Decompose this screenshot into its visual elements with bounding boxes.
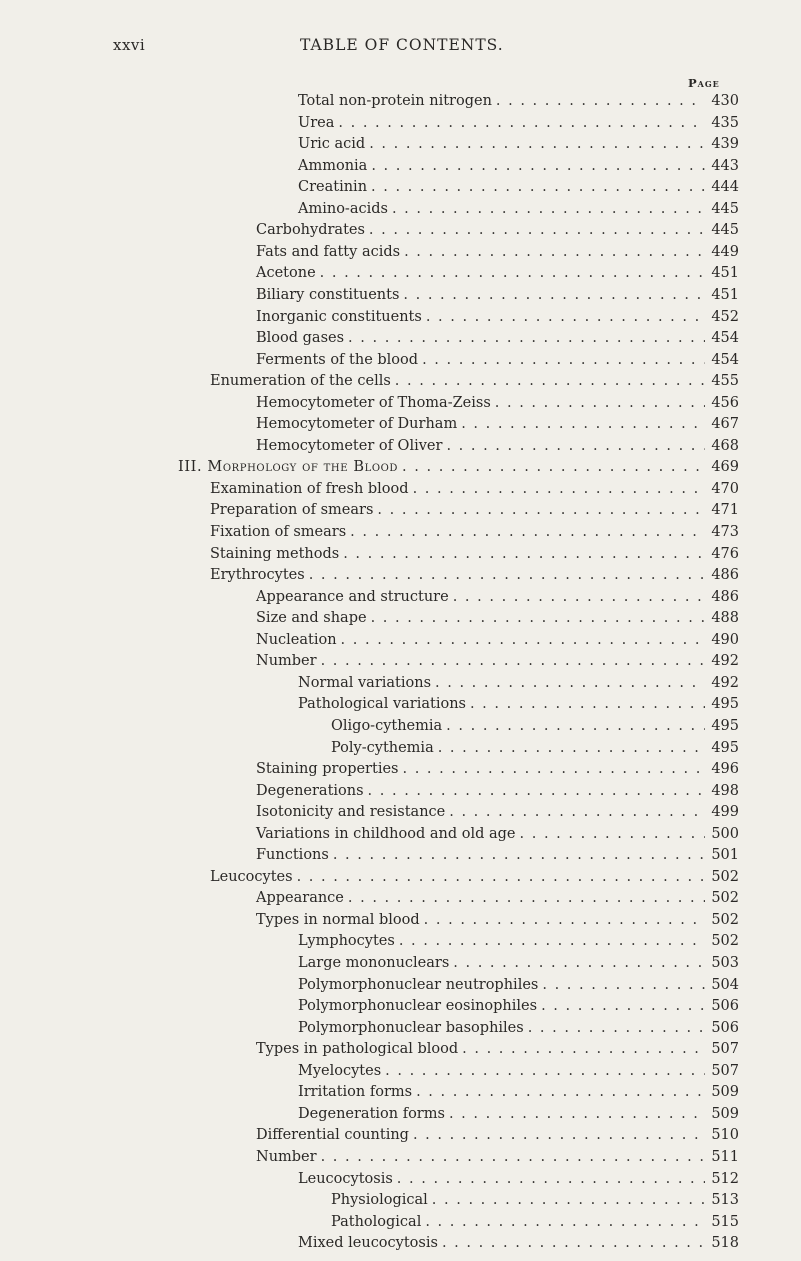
dot-leader bbox=[337, 629, 705, 651]
toc-entry-label: Preparation of smears bbox=[210, 502, 374, 519]
toc-entry-label: Appearance bbox=[256, 890, 344, 907]
toc-entry bbox=[256, 349, 739, 371]
toc-entry-label: Carbohydrates bbox=[256, 222, 365, 239]
toc-entry bbox=[298, 1103, 739, 1125]
toc-entry-label: Pathological variations bbox=[298, 696, 466, 713]
dot-leader bbox=[516, 823, 705, 845]
toc-entry-label: Fixation of smears bbox=[210, 524, 347, 540]
toc-entry-page: 456 bbox=[711, 394, 739, 411]
toc-entry-page: 502 bbox=[711, 868, 739, 885]
toc-entry bbox=[298, 672, 739, 694]
toc-entry-label: Oligo-cythemia bbox=[331, 717, 443, 734]
dot-leader bbox=[334, 112, 705, 134]
toc-entry-label: Hemocytometer of Thoma-Zeiss bbox=[256, 394, 491, 411]
dot-leader bbox=[399, 284, 705, 306]
toc-entry-label: Degeneration forms bbox=[298, 1105, 445, 1122]
toc-entry-label: Normal variations bbox=[298, 674, 432, 691]
toc-entry-page: 495 bbox=[711, 739, 739, 756]
toc-entry-page: 492 bbox=[711, 653, 739, 670]
dot-leader bbox=[421, 1211, 705, 1233]
toc-entry-page: 496 bbox=[711, 761, 739, 778]
toc-entry bbox=[256, 780, 739, 802]
dot-leader bbox=[466, 693, 705, 715]
toc-entry-page: 499 bbox=[711, 804, 739, 821]
toc-entry-label: Large mononuclears bbox=[298, 955, 450, 971]
toc-entry-page: 502 bbox=[711, 911, 739, 928]
toc-entry-page: 507 bbox=[711, 1041, 739, 1058]
dot-leader bbox=[367, 176, 705, 198]
dot-leader bbox=[428, 1189, 705, 1211]
dot-leader bbox=[373, 499, 705, 521]
toc-entry-label: Biliary constituents bbox=[256, 286, 400, 303]
dot-leader bbox=[364, 780, 705, 802]
toc-entry-page: 506 bbox=[711, 998, 739, 1015]
toc-entry-page: 445 bbox=[711, 222, 739, 239]
toc-entry-label: Appearance and structure bbox=[256, 588, 449, 605]
toc-entry-label: Variations in childhood and old age bbox=[256, 825, 516, 842]
toc-entry-label: Inorganic constituents bbox=[256, 308, 422, 325]
toc-entry bbox=[256, 327, 739, 349]
toc-entry bbox=[298, 155, 739, 177]
dot-leader bbox=[491, 392, 705, 414]
toc-entry-page: 439 bbox=[711, 136, 739, 153]
toc-entry-label: Differential counting bbox=[256, 1127, 409, 1144]
toc-entry-page: 454 bbox=[711, 351, 739, 368]
toc-entry-page: 498 bbox=[711, 782, 739, 799]
toc-entry-label: Uric acid bbox=[298, 136, 366, 153]
toc-entry bbox=[298, 198, 739, 220]
toc-entry-page: 444 bbox=[711, 179, 739, 196]
toc-entry bbox=[256, 758, 739, 780]
toc-entry-page: 467 bbox=[711, 416, 739, 433]
dot-leader bbox=[445, 1103, 705, 1125]
toc-entry-label: Types in pathological blood bbox=[256, 1041, 459, 1058]
toc-entry-label: Blood gases bbox=[256, 330, 345, 347]
dot-leader bbox=[365, 133, 705, 155]
toc-entry bbox=[298, 176, 739, 198]
toc-entry-page: 486 bbox=[711, 588, 739, 605]
dot-leader bbox=[393, 1168, 705, 1190]
toc-entry-page: 488 bbox=[711, 610, 739, 627]
toc-entry bbox=[298, 133, 739, 155]
dot-leader bbox=[434, 737, 705, 759]
toc-entry-page: 443 bbox=[711, 157, 739, 174]
toc-entry-label: Urea bbox=[298, 114, 335, 131]
toc-entry-page: 495 bbox=[711, 717, 739, 734]
toc-entry-page: 435 bbox=[711, 114, 739, 131]
toc-entry-label: Number bbox=[256, 653, 317, 670]
dot-leader bbox=[524, 1017, 705, 1039]
toc-entry-page: 512 bbox=[711, 1170, 739, 1187]
toc-entry bbox=[256, 262, 739, 284]
toc-entry bbox=[256, 1038, 739, 1060]
dot-leader bbox=[449, 952, 705, 974]
dot-leader bbox=[293, 866, 705, 888]
dot-leader bbox=[420, 909, 705, 931]
toc-entry-label: Leucocytes bbox=[210, 868, 293, 885]
toc-entry-page: 515 bbox=[711, 1213, 739, 1230]
toc-entry-label: Hemocytometer of Oliver bbox=[256, 437, 443, 454]
toc-entry bbox=[298, 1081, 739, 1103]
toc-entry bbox=[210, 543, 739, 565]
toc-entry-label: Fats and fatty acids bbox=[256, 243, 401, 260]
dot-leader bbox=[398, 456, 705, 478]
toc-entry-page: 451 bbox=[711, 265, 739, 282]
toc-entry bbox=[298, 112, 739, 134]
dot-leader bbox=[537, 995, 705, 1017]
toc-entry bbox=[256, 629, 739, 651]
dot-leader bbox=[422, 306, 705, 328]
dot-leader bbox=[409, 1124, 705, 1146]
toc-entry-page: 518 bbox=[711, 1235, 739, 1252]
dot-leader bbox=[457, 413, 705, 435]
toc-entry-page: 504 bbox=[711, 976, 739, 993]
toc-entry-label: Polymorphonuclear neutrophiles bbox=[298, 976, 539, 993]
toc-entry-label: Hemocytometer of Durham bbox=[256, 416, 458, 433]
toc-entry-label: Erythrocytes bbox=[210, 567, 305, 584]
toc-entry-page: 468 bbox=[711, 437, 739, 454]
toc-entry-label: Ammonia bbox=[298, 157, 368, 174]
toc-entry-page: 509 bbox=[711, 1105, 739, 1122]
toc-entry-label: Degenerations bbox=[256, 782, 364, 799]
toc-entry-page: 476 bbox=[711, 545, 739, 562]
toc-entry-page: 451 bbox=[711, 286, 739, 303]
toc-entry bbox=[210, 499, 739, 521]
toc-entry bbox=[256, 801, 739, 823]
toc-entry-page: 470 bbox=[711, 480, 739, 497]
dot-leader bbox=[538, 974, 705, 996]
toc-entry-page: 502 bbox=[711, 890, 739, 907]
toc-entry-label: Enumeration of the cells bbox=[210, 373, 391, 390]
toc-entry-page: 452 bbox=[711, 308, 739, 325]
toc-entry bbox=[298, 1232, 739, 1254]
toc-entry-label: Irritation forms bbox=[298, 1084, 413, 1101]
toc-entry-page: 430 bbox=[711, 93, 739, 109]
toc-entry-page: 507 bbox=[711, 1062, 739, 1079]
toc-entry-label: Staining methods bbox=[210, 545, 340, 562]
toc-entry-label: Leucocytosis bbox=[298, 1170, 393, 1187]
toc-entry bbox=[178, 456, 739, 478]
toc-entry-page: 492 bbox=[711, 674, 739, 691]
toc-entry-label: Pathological bbox=[331, 1213, 422, 1230]
toc-entry bbox=[256, 887, 739, 909]
toc-entry-page: 503 bbox=[711, 955, 739, 971]
toc-entry-label: Number bbox=[256, 1148, 317, 1165]
dot-leader bbox=[339, 543, 705, 565]
toc-entry-page: 471 bbox=[711, 502, 739, 519]
toc-entry-label: Examination of fresh blood bbox=[210, 480, 409, 497]
dot-leader bbox=[316, 262, 705, 284]
toc-entry-label: Staining properties bbox=[256, 761, 399, 778]
toc-entry bbox=[210, 370, 739, 392]
toc-entry bbox=[256, 219, 739, 241]
dot-leader bbox=[442, 435, 705, 457]
dot-leader bbox=[431, 672, 705, 694]
dot-leader bbox=[438, 1232, 705, 1254]
dot-leader bbox=[367, 607, 705, 629]
dot-leader bbox=[400, 241, 705, 263]
toc-entry-label: Amino-acids bbox=[298, 200, 388, 217]
toc-entry-page: 500 bbox=[711, 825, 739, 842]
toc-entry bbox=[298, 930, 739, 952]
dot-leader bbox=[388, 198, 705, 220]
toc-entry bbox=[210, 564, 739, 586]
toc-entry bbox=[256, 823, 739, 845]
toc-entry-label: Ferments of the blood bbox=[256, 351, 419, 368]
dot-leader bbox=[395, 930, 705, 952]
toc-entry-label: Size and shape bbox=[256, 610, 367, 627]
dot-leader bbox=[381, 1060, 705, 1082]
toc-entry bbox=[298, 952, 739, 974]
toc-entry-label: Polymorphonuclear eosinophiles bbox=[298, 998, 538, 1015]
dot-leader bbox=[418, 349, 705, 371]
toc-entry-page: 469 bbox=[711, 459, 739, 476]
toc-entry bbox=[298, 1017, 739, 1039]
toc-entry bbox=[210, 521, 739, 543]
toc-entry-page: 511 bbox=[711, 1148, 739, 1165]
dot-leader bbox=[367, 155, 705, 177]
dot-leader bbox=[391, 370, 705, 392]
toc-entry bbox=[256, 306, 739, 328]
toc-entry bbox=[298, 974, 739, 996]
toc-entry bbox=[210, 478, 739, 500]
toc-entry-label: Isotonicity and resistance bbox=[256, 804, 446, 821]
toc-entry-label: Acetone bbox=[256, 265, 316, 282]
dot-leader bbox=[445, 801, 705, 823]
toc-entry bbox=[256, 586, 739, 608]
toc-entry-label: Nucleation bbox=[256, 631, 337, 648]
dot-leader bbox=[492, 90, 705, 112]
toc-entry bbox=[298, 1060, 739, 1082]
toc-entry bbox=[256, 650, 739, 672]
toc-entry-page: 486 bbox=[711, 567, 739, 584]
toc-entry-label: Polymorphonuclear basophiles bbox=[298, 1019, 524, 1036]
toc-entry-label: Functions bbox=[256, 847, 329, 864]
toc-entry-label: Mixed leucocytosis bbox=[298, 1235, 438, 1252]
dot-leader bbox=[344, 327, 705, 349]
toc-entry bbox=[331, 1211, 739, 1233]
dot-leader bbox=[317, 1146, 705, 1168]
dot-leader bbox=[329, 844, 705, 866]
toc-entry-page: 502 bbox=[711, 933, 739, 950]
page-column-label: Page bbox=[688, 76, 720, 90]
toc-entry-label: Total non-protein nitrogen bbox=[298, 93, 492, 109]
toc-entry bbox=[256, 413, 739, 435]
toc-entry-page: 510 bbox=[711, 1127, 739, 1144]
dot-leader bbox=[398, 758, 705, 780]
dot-leader bbox=[317, 650, 705, 672]
toc-entry-page: 454 bbox=[711, 330, 739, 347]
toc-entry bbox=[256, 607, 739, 629]
toc-entry bbox=[256, 392, 739, 414]
toc-entry-label: Myelocytes bbox=[298, 1062, 382, 1079]
dot-leader bbox=[442, 715, 705, 737]
dot-leader bbox=[346, 521, 705, 543]
toc-entry-page: 445 bbox=[711, 200, 739, 217]
toc-entry bbox=[256, 1146, 739, 1168]
toc-entry bbox=[331, 715, 739, 737]
toc-entry bbox=[256, 241, 739, 263]
toc-entry bbox=[298, 995, 739, 1017]
dot-leader bbox=[305, 564, 705, 586]
dot-leader bbox=[344, 887, 705, 909]
toc-entry bbox=[256, 909, 739, 931]
toc-entry-page: 509 bbox=[711, 1084, 739, 1101]
toc-entry-label: III. Morphology of the Blood bbox=[178, 459, 399, 476]
toc-entry bbox=[256, 284, 739, 306]
toc-entry-page: 495 bbox=[711, 696, 739, 713]
toc-entry bbox=[331, 1189, 739, 1211]
dot-leader bbox=[365, 219, 705, 241]
toc-entry-label: Lymphocytes bbox=[298, 933, 395, 950]
toc-entry-label: Types in normal blood bbox=[256, 911, 420, 928]
toc-entry-page: 449 bbox=[711, 243, 739, 260]
toc-entry bbox=[298, 693, 739, 715]
toc-entry-page: 501 bbox=[711, 847, 739, 864]
page-title: TABLE OF CONTENTS. bbox=[300, 36, 504, 54]
toc-entry-page: 513 bbox=[711, 1192, 739, 1209]
toc-entry bbox=[298, 90, 739, 112]
toc-entry-page: 490 bbox=[711, 631, 739, 648]
toc-entry bbox=[256, 844, 739, 866]
toc-entry bbox=[256, 435, 739, 457]
toc-entry-page: 473 bbox=[711, 524, 739, 540]
toc-entry bbox=[256, 1124, 739, 1146]
toc-entry-label: Creatinin bbox=[298, 179, 368, 196]
page-number: xxvi bbox=[113, 36, 146, 54]
dot-leader bbox=[449, 586, 705, 608]
toc-entry-page: 455 bbox=[711, 373, 739, 390]
toc-entry-label: Poly-cythemia bbox=[331, 739, 434, 756]
dot-leader bbox=[458, 1038, 705, 1060]
toc-entry-page: 506 bbox=[711, 1019, 739, 1036]
toc-entry bbox=[331, 737, 739, 759]
toc-entry-label: Physiological bbox=[331, 1192, 428, 1209]
toc-entry bbox=[210, 866, 739, 888]
dot-leader bbox=[409, 478, 705, 500]
toc-entry bbox=[298, 1168, 739, 1190]
dot-leader bbox=[412, 1081, 705, 1103]
